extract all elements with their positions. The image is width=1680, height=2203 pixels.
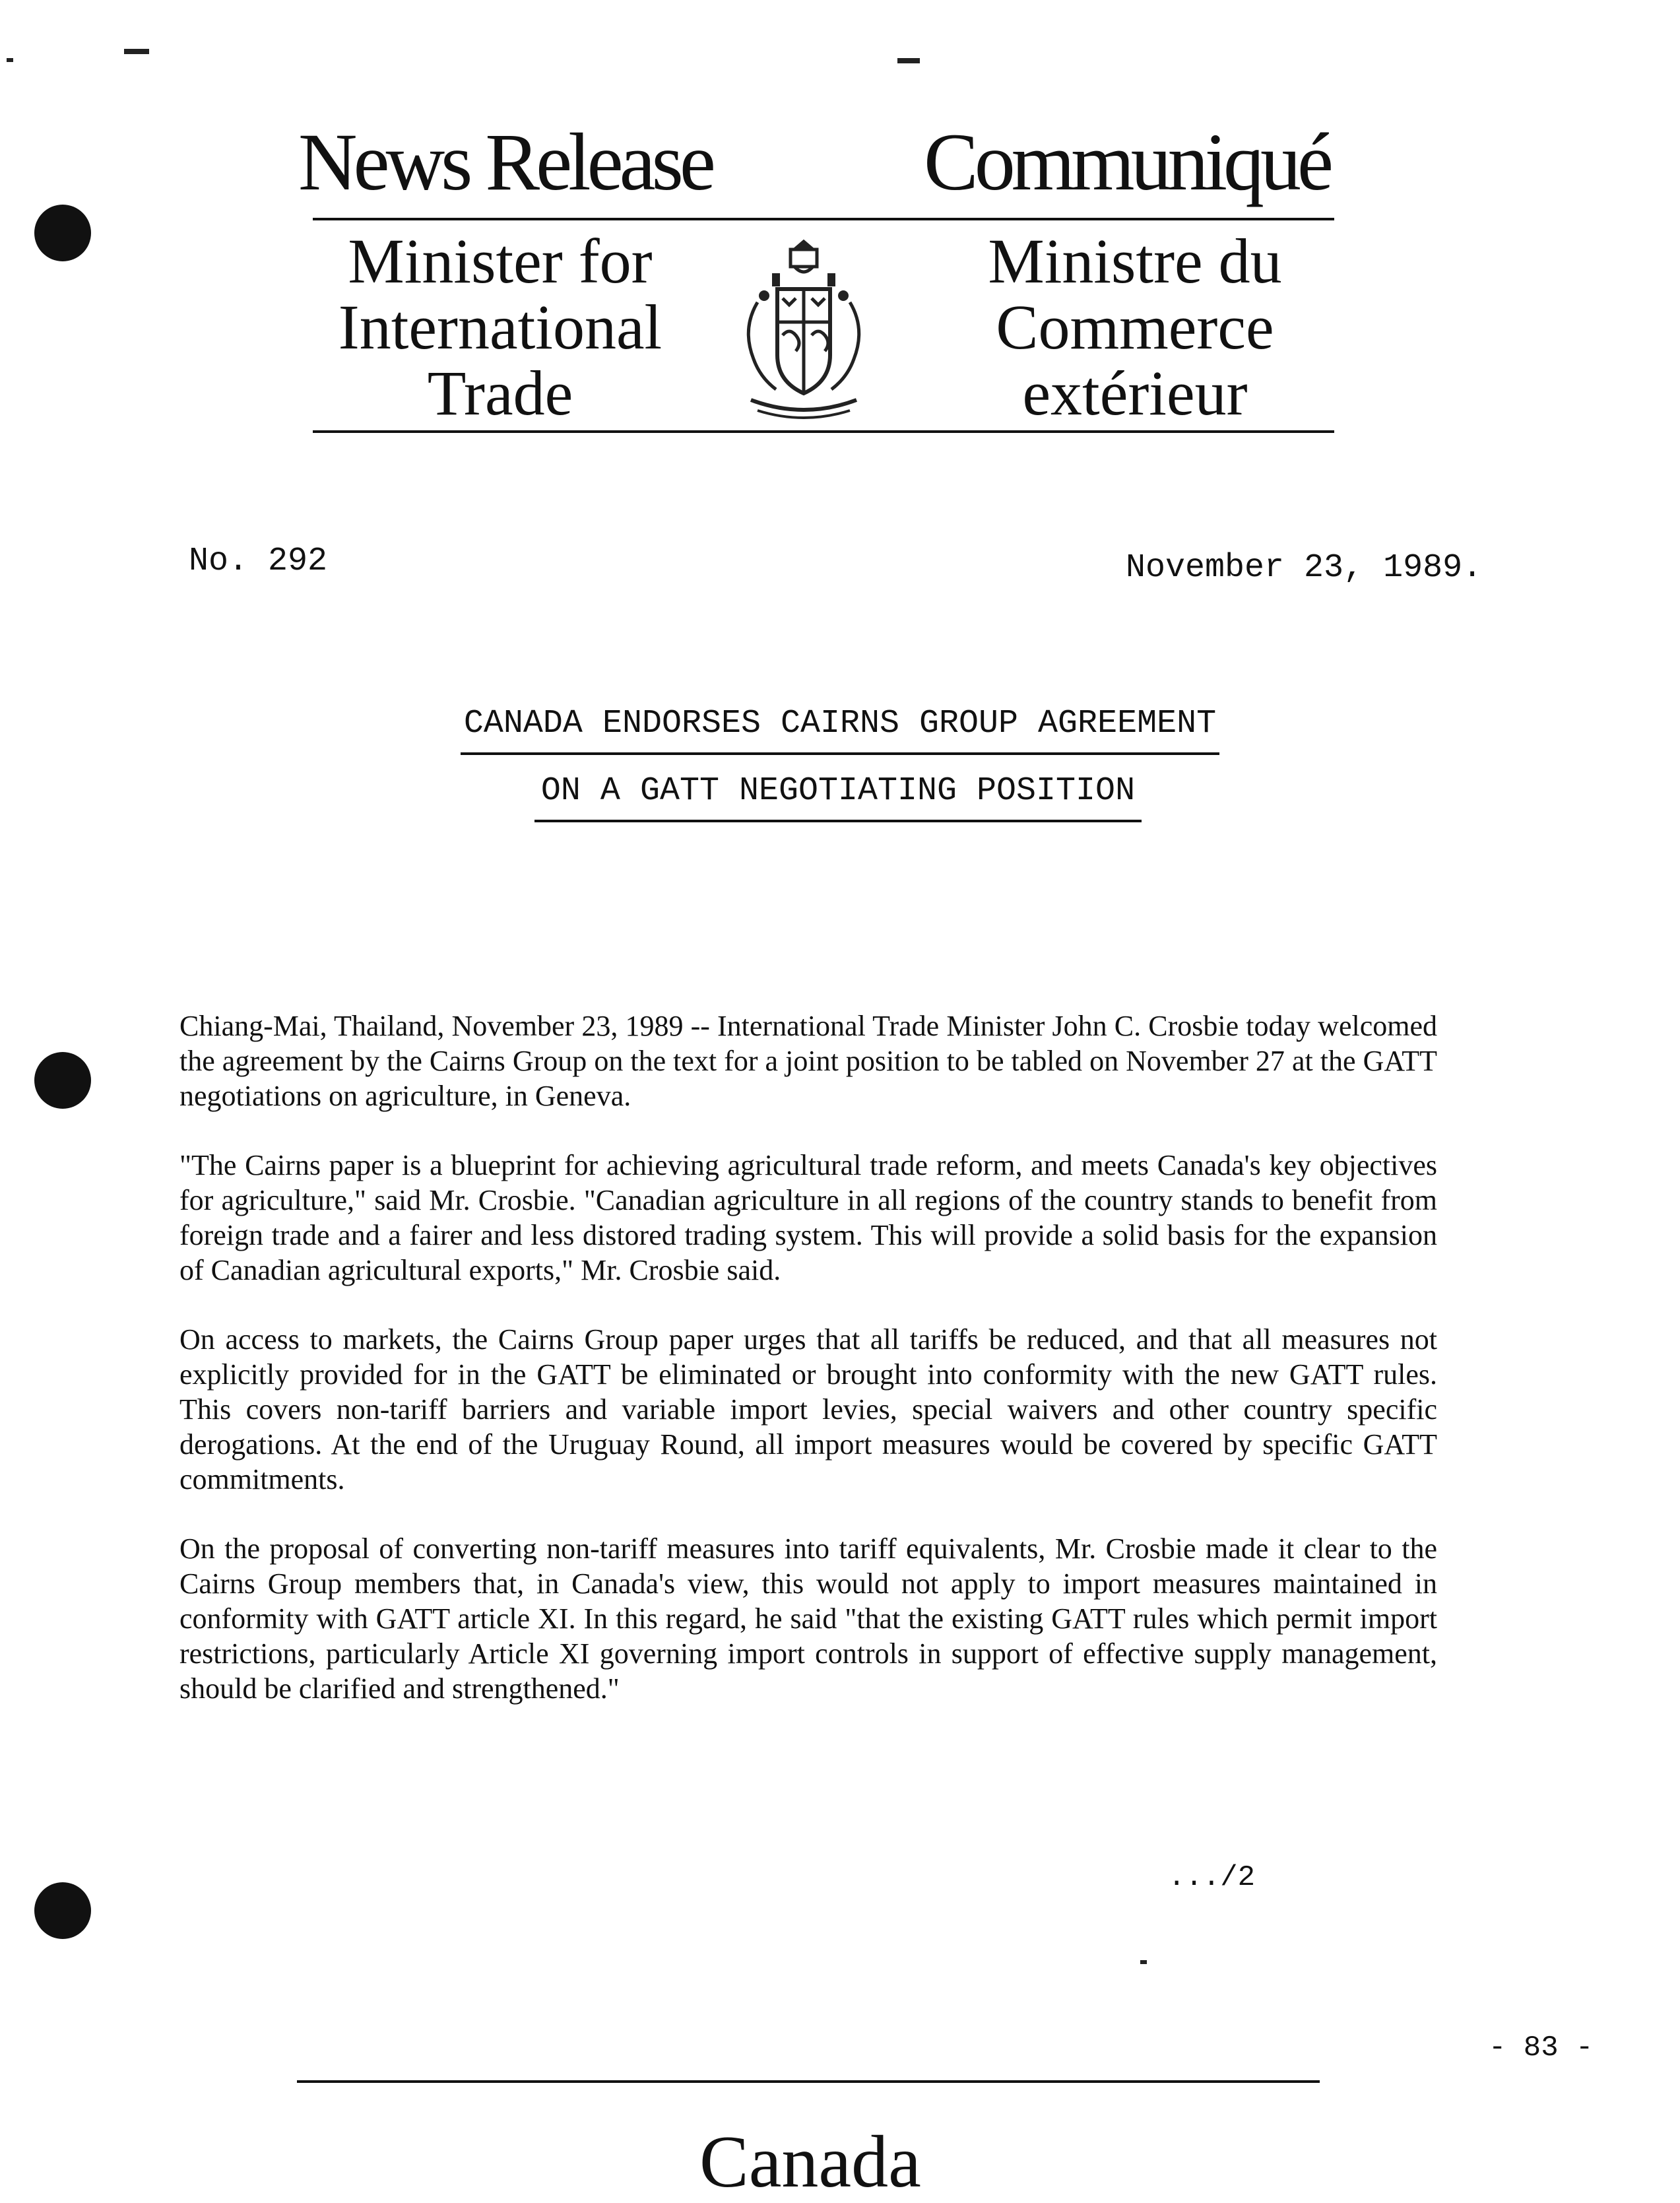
binder-hole-top: [34, 205, 91, 261]
binder-hole-bottom: [34, 1882, 91, 1939]
scan-mark: [124, 49, 149, 54]
release-date: November 23, 1989.: [1126, 549, 1483, 587]
canada-wordmark: Canada: [699, 2121, 921, 2203]
header-top-rule: [313, 218, 1334, 220]
french-ministry-line: Commerce: [996, 292, 1274, 362]
english-ministry-line: Trade: [427, 358, 573, 428]
body-paragraph: "The Cairns paper is a blueprint for achieving agricultural trade reform, and meets Canada's key objectives for agriculture," said Mr. Crosbie. "Canadian agriculture in all regions of the country stands to benefit from foreign trade and a fairer and less distored trading system. This will provide a solid basis for the expansion of Canadian agricultural exports," Mr. Crosbie said.: [179, 1149, 1437, 1286]
coat-of-arms-icon: [731, 230, 876, 428]
english-ministry-line: International: [338, 292, 662, 362]
binder-hole-middle: [34, 1052, 91, 1109]
scan-mark: [897, 58, 920, 63]
header-bottom-rule: [313, 430, 1334, 433]
english-title: News Release: [298, 117, 712, 207]
headline-line-2: ON A GATT NEGOTIATING POSITION: [540, 772, 1136, 810]
french-ministry-line: extérieur: [1022, 358, 1248, 428]
english-ministry: [315, 228, 685, 426]
french-ministry: [937, 228, 1333, 426]
headline-underline-1: [461, 752, 1219, 755]
body-paragraph: Chiang-Mai, Thailand, November 23, 1989 -- International Trade Minister John C. Crosbie today welcomed the agreement by the Cairns Group on the text for a joint position to be tabled on November 27 at the GATT negotiations on agriculture, in Geneva.: [179, 1010, 1437, 1112]
french-title: Communiqué: [924, 117, 1330, 207]
headline-line-1: CANADA ENDORSES CAIRNS GROUP AGREEMENT: [463, 705, 1217, 742]
release-body: [179, 1008, 1437, 1740]
release-number: No. 292: [189, 543, 328, 580]
page-number: - 83 -: [1489, 2031, 1594, 2064]
english-ministry-line: Minister for: [348, 226, 653, 296]
body-paragraph: On access to markets, the Cairns Group paper urges that all tariffs be reduced, and that all measures not explicitly provided for in the GATT be eliminated or brought into conformity with the new GATT rules. This covers non-tariff barriers and variable import levies, special waivers and other country specific derogations. At the end of the Uruguay Round, all import measures would be covered by specific GATT commitments.: [179, 1323, 1437, 1496]
headline-underline-2: [534, 820, 1142, 822]
scan-mark: [7, 58, 13, 62]
continuation-marker: .../2: [1168, 1861, 1256, 1894]
body-paragraph: On the proposal of converting non-tariff measures into tariff equivalents, Mr. Crosbie made it clear to the Cairns Group members that, in Canada's view, this would not apply to import measures maintained in conformity with GATT article XI. In this regard, he said "that the existing GATT rules which permit import restrictions, particularly Article XI governing import controls in support of effective supply management, should be clarified and strengthened.": [179, 1532, 1437, 1705]
french-ministry-line: Ministre du: [988, 226, 1282, 296]
scan-mark: [1140, 1960, 1147, 1964]
footer-rule: [297, 2080, 1320, 2083]
